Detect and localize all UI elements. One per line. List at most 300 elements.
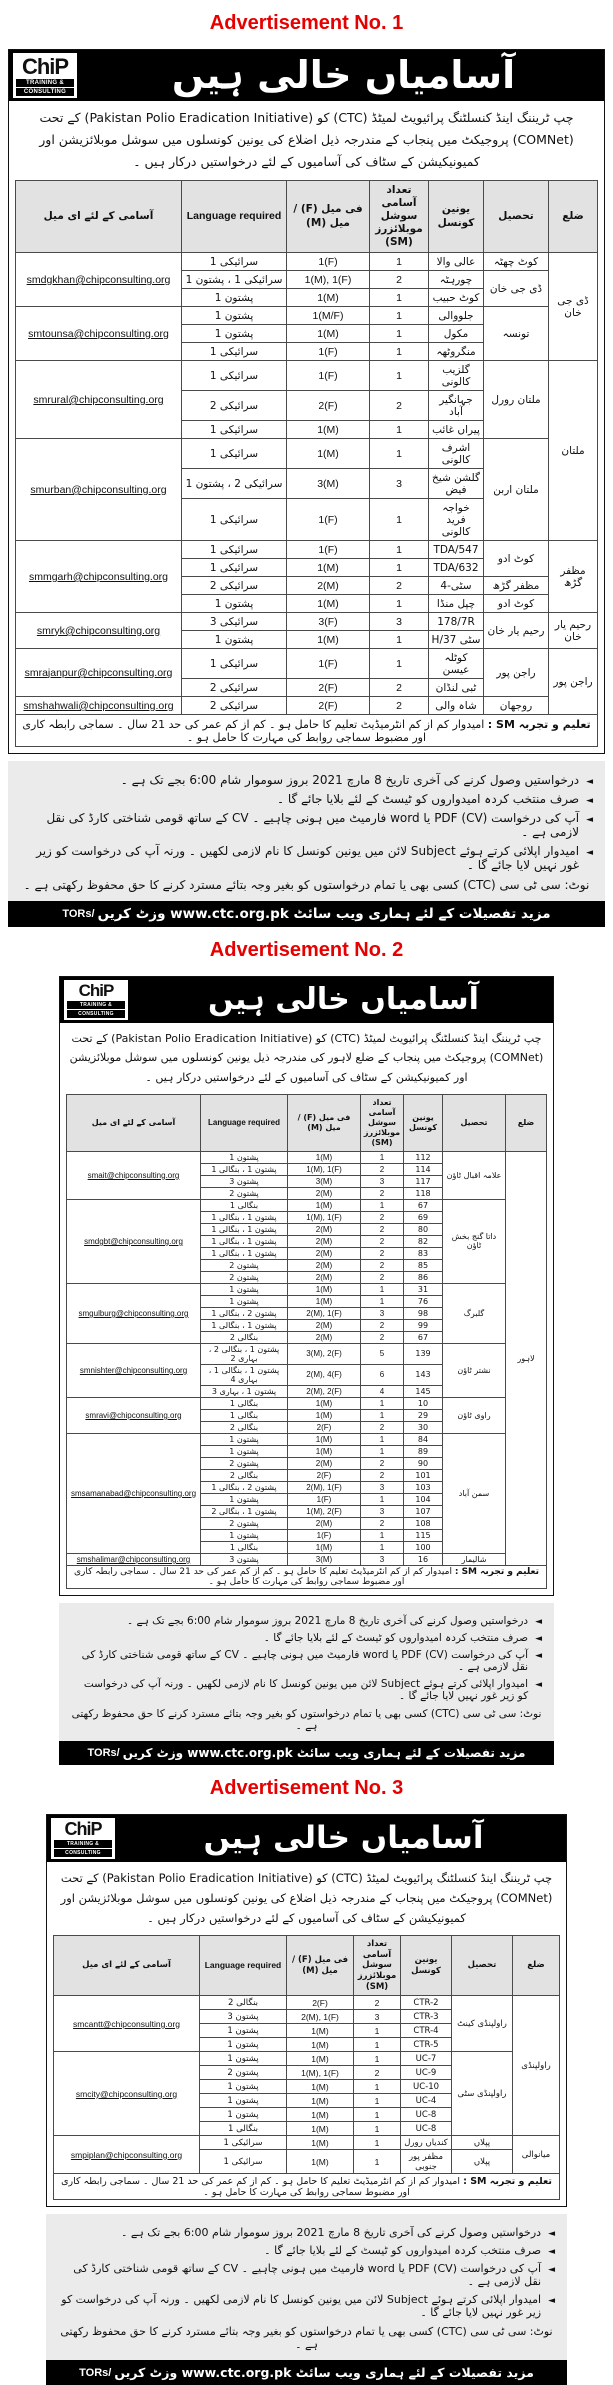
tehsil-cell: کوٹ ادو: [484, 595, 549, 613]
positions-count-cell: 1: [354, 2150, 401, 2174]
language-cell: پشتون 3: [201, 1175, 288, 1187]
ctc-logo: [51, 1818, 115, 1859]
language-cell: پشتون 2 ، بنگالی 1: [201, 1481, 288, 1493]
email-cell[interactable]: smravi@chipconsulting.org: [67, 1397, 201, 1433]
union-council-cell: CTR-2: [401, 1996, 452, 2010]
language-cell: پشتون 2: [201, 1517, 288, 1529]
union-council-cell: کوٹلہ عیسن: [429, 649, 484, 679]
language-cell: پشتون 1 ، بنگالی 2 ، بہاری 2: [201, 1343, 288, 1364]
male-female-cell: 1(M): [288, 1409, 361, 1421]
union-council-cell: کندیاں رورل: [401, 2136, 452, 2150]
email-cell[interactable]: smdgkhan@chipconsulting.org: [16, 253, 182, 307]
table-row: [67, 1151, 547, 1163]
positions-count-cell: 1: [370, 595, 429, 613]
note-bullet-icon: ◄: [535, 1679, 542, 1690]
note-text: آپ کی درخواست (CV) PDF یا word فارمیٹ میں ہونی چاہیے ۔ CV کے ساتھ قومی شناختی کارڈ کی نقل لازمی ہے ۔: [73, 2262, 542, 2289]
male-female-cell: 1(M): [287, 2136, 354, 2150]
language-cell: پشتون 1: [200, 2052, 287, 2066]
advertisement-2: [59, 939, 554, 1765]
vacancies-heading: آسامیاں خالی ہیں: [208, 982, 479, 1018]
language-cell: سرائیکی 1: [182, 343, 287, 361]
positions-count-cell: 2: [370, 391, 429, 421]
ctc-logo-training-label: TRAINING &: [67, 1001, 125, 1009]
language-cell: سرائیکی 1: [182, 499, 287, 541]
tehsil-cell: روجھان: [484, 697, 549, 715]
positions-count-cell: 1: [361, 1433, 404, 1445]
positions-count-cell: 2: [361, 1223, 404, 1235]
male-female-cell: 2(F): [287, 1996, 354, 2010]
ad-frame: [46, 1814, 567, 2207]
positions-count-cell: 1: [370, 439, 429, 469]
footer-bar: [59, 1741, 554, 1765]
email-cell[interactable]: smpiplan@chipconsulting.org: [54, 2136, 200, 2174]
note-line: [71, 1615, 542, 1627]
male-female-cell: 1(M): [287, 421, 370, 439]
union-council-cell: CTR-4: [401, 2024, 452, 2038]
tehsil-cell: تونسہ: [484, 307, 549, 361]
education-text: امیدوار کم از کم انٹرمیڈیٹ تعلیم کا حامل ہو ۔ کم از کم عمر کی حد 21 سال ۔ سماجی رابطہ کاری اور مضبوط سماجی روابط کی مہارت کا حامل ہو ۔: [61, 2175, 461, 2198]
positions-count-cell: 3: [361, 1553, 404, 1565]
male-female-cell: 2(M): [288, 1457, 361, 1469]
language-cell: پشتون 1 ، بنگالی 1: [201, 1163, 288, 1175]
education-cell: [16, 715, 598, 747]
note-line: [20, 811, 593, 839]
jobs-table: [66, 1094, 547, 1589]
notes-box: [8, 761, 605, 901]
note-text: درخواستیں وصول کرنے کی آخری تاریخ 8 مارچ 2021 بروز سوموار شام 6:00 بجے تک ہے ۔: [127, 1614, 529, 1627]
tehsil-cell: پپلاں: [452, 2150, 513, 2174]
language-cell: بنگالی 2: [201, 1469, 288, 1481]
email-cell[interactable]: smryk@chipconsulting.org: [16, 613, 182, 649]
col-header-tehsil: تحصیل: [443, 1094, 506, 1151]
table-row: [67, 1397, 547, 1409]
positions-count-cell: 3: [370, 613, 429, 631]
male-female-cell: 3(M): [288, 1175, 361, 1187]
education-row: [16, 715, 598, 747]
positions-count-cell: 1: [370, 499, 429, 541]
note-bullet-icon: ◄: [586, 815, 593, 826]
union-council-cell: 30: [404, 1421, 443, 1433]
email-cell[interactable]: smnishter@chipconsulting.org: [67, 1343, 201, 1397]
email-cell[interactable]: smgulburg@chipconsulting.org: [67, 1283, 201, 1343]
language-cell: پشتون 1: [182, 631, 287, 649]
positions-count-cell: 2: [370, 577, 429, 595]
district-cell: لاہور: [506, 1151, 547, 1565]
union-council-cell: 107: [404, 1505, 443, 1517]
male-female-cell: 1(M): [288, 1445, 361, 1457]
note-text: آپ کی درخواست (CV) PDF یا word فارمیٹ میں ہونی چاہیے ۔ CV کے ساتھ قومی شناختی کارڈ کی نقل لازمی ہے ۔: [46, 811, 580, 840]
col-header-count: تعداد آسامی سوشل موبلائزرز (SM): [370, 180, 429, 253]
email-cell[interactable]: smurban@chipconsulting.org: [16, 439, 182, 541]
note-bullet-icon: ◄: [548, 2229, 555, 2240]
union-council-cell: 100: [404, 1541, 443, 1553]
male-female-cell: 3(M): [288, 1553, 361, 1565]
union-council-cell: 118: [404, 1187, 443, 1199]
positions-count-cell: 1: [361, 1397, 404, 1409]
col-header-tehsil: تحصیل: [452, 1936, 513, 1996]
note-text: صرف منتخب کردہ امیدواروں کو ٹیسٹ کے لئے بلایا جائے گا ۔: [264, 2244, 542, 2258]
positions-count-cell: 1: [370, 559, 429, 577]
male-female-cell: 2(F): [288, 1421, 361, 1433]
table-row: [67, 1343, 547, 1364]
note-text: درخواستیں وصول کرنے کی آخری تاریخ 8 مارچ 2021 بروز سوموار شام 6:00 بجے تک ہے ۔: [120, 773, 580, 788]
positions-count-cell: 1: [354, 2024, 401, 2038]
union-council-cell: 99: [404, 1319, 443, 1331]
union-council-cell: 76: [404, 1295, 443, 1307]
union-council-cell: مظفر پور جنوبی: [401, 2150, 452, 2174]
ctc-logo-brand: ChiP: [64, 1818, 102, 1839]
male-female-cell: 1(F): [287, 361, 370, 391]
union-council-cell: 101: [404, 1469, 443, 1481]
district-cell: راجن پور: [549, 649, 598, 715]
male-female-cell: 1(F): [288, 1529, 361, 1541]
email-cell[interactable]: smcantt@chipconsulting.org: [54, 1996, 200, 2052]
union-council-cell: UC-8: [401, 2122, 452, 2136]
language-cell: سرائیکی 2 ، پشتون 1: [182, 469, 287, 499]
positions-count-cell: 1: [370, 421, 429, 439]
note-bullet-icon: ◄: [535, 1633, 542, 1644]
table-header-row: [67, 1094, 547, 1151]
note-text: درخواستیں وصول کرنے کی آخری تاریخ 8 مارچ 2021 بروز سوموار شام 6:00 بجے تک ہے ۔: [120, 2226, 542, 2240]
union-council-cell: 103: [404, 1481, 443, 1493]
table-row: [67, 1283, 547, 1295]
note-line: [20, 773, 593, 787]
language-cell: بنگالی 1: [201, 1541, 288, 1553]
male-female-cell: 2(M): [288, 1517, 361, 1529]
male-female-cell: 2(M), 1(F): [287, 2010, 354, 2024]
language-cell: پشتون 1: [200, 2080, 287, 2094]
language-cell: سرائیکی 1: [182, 421, 287, 439]
male-female-cell: 1(M): [287, 2080, 354, 2094]
positions-count-cell: 3: [361, 1175, 404, 1187]
positions-count-cell: 1: [370, 649, 429, 679]
male-female-cell: 2(F): [287, 697, 370, 715]
positions-count-cell: 1: [361, 1151, 404, 1163]
ctc-logo-consulting-label: CONSULTING: [16, 88, 74, 96]
note-line: [71, 1632, 542, 1644]
positions-count-cell: 2: [361, 1331, 404, 1343]
table-row: [16, 253, 598, 271]
note-bullet-icon: ◄: [586, 796, 593, 807]
col-header-fm: فی میل (F) / میل (M): [288, 1094, 361, 1151]
tehsil-cell: داتا گنج بخش ٹاؤن: [443, 1199, 506, 1283]
language-cell: سرائیکی 1: [182, 559, 287, 577]
language-cell: سرائیکی 3: [182, 613, 287, 631]
table-row: [54, 2136, 560, 2150]
tors-label: TORs/: [79, 2366, 112, 2379]
male-female-cell: 2(M): [288, 1319, 361, 1331]
education-label: تعلیم و تجربہ SM :: [487, 717, 591, 731]
language-cell: پشتون 1: [200, 2108, 287, 2122]
table-row: [16, 361, 598, 391]
language-cell: پشتون 3: [200, 2010, 287, 2024]
tehsil-cell: کوٹ چھٹہ: [484, 253, 549, 271]
union-council-cell: سٹی 37/H: [429, 631, 484, 649]
positions-count-cell: 1: [354, 2136, 401, 2150]
union-council-cell: 85: [404, 1259, 443, 1271]
language-cell: بنگالی 1: [201, 1409, 288, 1421]
union-council-cell: 143: [404, 1364, 443, 1385]
language-cell: بنگالی 2: [201, 1421, 288, 1433]
email-cell[interactable]: smrajanpur@chipconsulting.org: [16, 649, 182, 697]
email-cell[interactable]: smcity@chipconsulting.org: [54, 2052, 200, 2136]
vacancies-banner: [47, 1815, 566, 1862]
col-header-lang: Language required: [182, 180, 287, 253]
positions-count-cell: 6: [361, 1364, 404, 1385]
language-cell: پشتون 1: [200, 2094, 287, 2108]
website-footer-text: مزید تفصیلات کے لئے ہماری ویب سائٹ www.ctc.org.pk وزٹ کریں: [122, 1745, 526, 1760]
district-cell: رحیم یار خان: [549, 613, 598, 649]
positions-count-cell: 2: [370, 697, 429, 715]
table-header-row: [16, 180, 598, 253]
col-header-count: تعداد آسامی سوشل موبلائزرز (SM): [354, 1936, 401, 1996]
positions-count-cell: 2: [354, 2066, 401, 2080]
note-footer: نوٹ: سی ٹی سی (CTC) کسی بھی یا تمام درخواستوں کو بغیر وجہ بتائے مسترد کرنے کا حق محفوظ رکھتی ہے ۔: [71, 1707, 542, 1732]
table-row: [16, 649, 598, 679]
male-female-cell: 1(F): [287, 253, 370, 271]
language-cell: پشتون 1: [200, 2038, 287, 2052]
district-cell: میانوالی: [513, 2136, 560, 2174]
positions-count-cell: 2: [370, 679, 429, 697]
male-female-cell: 1(M): [287, 2108, 354, 2122]
positions-count-cell: 1: [354, 2108, 401, 2122]
language-cell: پشتون 1: [182, 325, 287, 343]
note-bullet-icon: ◄: [586, 848, 593, 859]
advertisement-1: [8, 12, 605, 927]
email-cell[interactable]: smtounsa@chipconsulting.org: [16, 307, 182, 361]
language-cell: پشتون 2: [201, 1271, 288, 1283]
union-council-cell: پیراں غائب: [429, 421, 484, 439]
tors-label: TORs/: [87, 1746, 120, 1759]
table-row: [16, 613, 598, 631]
note-line: [20, 792, 593, 806]
col-header-district: ضلع: [506, 1094, 547, 1151]
male-female-cell: 1(M): [288, 1295, 361, 1307]
union-council-cell: جہانگیر آباد: [429, 391, 484, 421]
male-female-cell: 1(M): [287, 2150, 354, 2174]
note-text: امیدوار اپلائی کرتے ہوئے Subject لائن میں یونین کونسل کا نام لازمی لکھیں ۔ ورنہ آپ کی درخواست کو زیر غور نہیں لایا جائے گا ۔: [83, 1677, 529, 1702]
union-council-cell: 112: [404, 1151, 443, 1163]
positions-count-cell: 1: [361, 1541, 404, 1553]
union-council-cell: UC-7: [401, 2052, 452, 2066]
union-council-cell: 632/TDA: [429, 559, 484, 577]
union-council-cell: UC-8: [401, 2108, 452, 2122]
tehsil-cell: سمن آباد: [443, 1433, 506, 1553]
positions-count-cell: 1: [370, 343, 429, 361]
union-council-cell: 67: [404, 1199, 443, 1211]
ctc-logo-consulting-label: CONSULTING: [54, 1849, 112, 1857]
language-cell: سرائیکی 2: [182, 679, 287, 697]
male-female-cell: 1(M): [287, 2094, 354, 2108]
positions-count-cell: 2: [361, 1235, 404, 1247]
tehsil-cell: نشتر ٹاؤن: [443, 1343, 506, 1397]
positions-count-cell: 3: [370, 469, 429, 499]
positions-count-cell: 1: [354, 2094, 401, 2108]
table-row: [16, 541, 598, 559]
union-council-cell: 84: [404, 1433, 443, 1445]
tehsil-cell: گلبرگ: [443, 1283, 506, 1343]
language-cell: سرائیکی 1: [182, 439, 287, 469]
language-cell: پشتون 2: [200, 2066, 287, 2080]
male-female-cell: 1(F): [287, 343, 370, 361]
positions-count-cell: 1: [370, 631, 429, 649]
note-bullet-icon: ◄: [535, 1616, 542, 1627]
tehsil-cell: ڈی جی خان: [484, 271, 549, 307]
email-cell[interactable]: smsamanabad@chipconsulting.org: [67, 1433, 201, 1553]
male-female-cell: 1(F): [288, 1493, 361, 1505]
ctc-logo-training-label: TRAINING &: [54, 1840, 112, 1848]
newspaper-page: [0, 12, 613, 2385]
table-row: [67, 1433, 547, 1445]
language-cell: پشتون 1 ، بنگالی 1 ، بہاری 4: [201, 1364, 288, 1385]
male-female-cell: 2(M): [288, 1247, 361, 1259]
email-cell[interactable]: smdgbt@chipconsulting.org: [67, 1199, 201, 1283]
male-female-cell: 3(M), 2(F): [288, 1343, 361, 1364]
language-cell: بنگالی 2: [201, 1331, 288, 1343]
language-cell: سرائیکی 1: [200, 2136, 287, 2150]
male-female-cell: 2(M): [288, 1271, 361, 1283]
ctc-logo-brand: ChiP: [21, 54, 69, 79]
union-council-cell: 114: [404, 1163, 443, 1175]
positions-count-cell: 1: [361, 1445, 404, 1457]
language-cell: سرائیکی 1: [182, 361, 287, 391]
male-female-cell: 1(F): [287, 499, 370, 541]
male-female-cell: 1(M), 1(F): [287, 271, 370, 289]
col-header-lang: Language required: [201, 1094, 288, 1151]
notes-box: [59, 1603, 554, 1741]
language-cell: بنگالی 1: [201, 1397, 288, 1409]
note-bullet-icon: ◄: [548, 2265, 555, 2276]
male-female-cell: 1(F): [287, 649, 370, 679]
union-council-cell: جلووالی: [429, 307, 484, 325]
positions-count-cell: 2: [361, 1271, 404, 1283]
positions-count-cell: 5: [361, 1343, 404, 1364]
union-council-cell: 29: [404, 1409, 443, 1421]
jobs-table: [53, 1935, 560, 2200]
positions-count-cell: 2: [361, 1247, 404, 1259]
tehsil-cell: شالیمار: [443, 1553, 506, 1565]
union-council-cell: 104: [404, 1493, 443, 1505]
email-cell[interactable]: smait@chipconsulting.org: [67, 1151, 201, 1199]
vacancies-banner: [9, 50, 604, 101]
intro-text: چپ ٹریننگ اینڈ کنسلٹنگ پرائیویٹ لمیٹڈ (CTC) کو (Pakistan Polio Eradication Initiative) کے تحت (COMNet) پروجیکٹ میں پنجاب کے مندرجہ ذیل اضلاع کی یونین کونسلوں میں سوشل موبلائزیشن اور کمیونیکیشن کے سٹاف کی آسامیوں کے لئے درخواستیں درکار ہیں ۔: [60, 1870, 553, 1926]
language-cell: پشتون 1: [201, 1283, 288, 1295]
language-cell: پشتون 1 ، بہاری 3: [201, 1385, 288, 1397]
positions-count-cell: 2: [361, 1259, 404, 1271]
male-female-cell: 2(M), 1(F): [288, 1481, 361, 1493]
language-cell: پشتون 1: [201, 1493, 288, 1505]
note-line: [71, 1678, 542, 1702]
tehsil-cell: علامہ اقبال ٹاؤن: [443, 1151, 506, 1199]
tehsil-cell: راولپنڈی کینٹ: [452, 1996, 513, 2052]
education-row: [67, 1565, 547, 1588]
union-council-cell: 547/TDA: [429, 541, 484, 559]
ctc-logo: [64, 980, 128, 1020]
male-female-cell: 1(M/F): [287, 307, 370, 325]
language-cell: پشتون 1: [182, 289, 287, 307]
tehsil-cell: رحیم یار خان: [484, 613, 549, 649]
language-cell: سرائیکی 2: [182, 577, 287, 595]
table-header-row: [54, 1936, 560, 1996]
ad-number-title: Advertisement No. 1: [209, 12, 404, 34]
male-female-cell: 2(M): [288, 1187, 361, 1199]
language-cell: پشتون 1 ، بنگالی 1: [201, 1223, 288, 1235]
positions-count-cell: 2: [354, 1996, 401, 2010]
ad-number-title: Advertisement No. 2: [209, 939, 404, 962]
positions-count-cell: 1: [361, 1283, 404, 1295]
note-line: [58, 2244, 555, 2257]
footer-bar: [46, 2360, 567, 2385]
note-text: امیدوار اپلائی کرتے ہوئے Subject لائن میں یونین کونسل کا نام لازمی لکھیں ۔ ورنہ آپ کی درخواست کو زیر غور نہیں لایا جائے گا ۔: [36, 844, 580, 873]
education-cell: [67, 1565, 547, 1588]
male-female-cell: 1(M): [287, 631, 370, 649]
male-female-cell: 1(M): [288, 1283, 361, 1295]
male-female-cell: 1(F): [287, 541, 370, 559]
website-footer-text: مزید تفصیلات کے لئے ہماری ویب سائٹ www.ctc.org.pk وزٹ کریں: [97, 906, 551, 923]
union-council-cell: 86: [404, 1271, 443, 1283]
ctc-logo-brand: ChiP: [78, 981, 114, 1001]
male-female-cell: 1(M): [287, 325, 370, 343]
ctc-logo-consulting-label: CONSULTING: [67, 1010, 125, 1018]
email-cell[interactable]: smshahwali@chipconsulting.org: [16, 697, 182, 715]
language-cell: بنگالی 2: [200, 1996, 287, 2010]
email-cell[interactable]: smmgarh@chipconsulting.org: [16, 541, 182, 613]
male-female-cell: 2(M), 4(F): [288, 1364, 361, 1385]
male-female-cell: 1(M): [287, 289, 370, 307]
note-footer: نوٹ: سی ٹی سی (CTC) کسی بھی یا تمام درخواستوں کو بغیر وجہ بتائے مسترد کرنے کا حق محفوظ رکھتی ہے ۔: [23, 878, 590, 893]
positions-count-cell: 3: [361, 1481, 404, 1493]
union-council-cell: 31: [404, 1283, 443, 1295]
union-council-cell: 67: [404, 1331, 443, 1343]
positions-count-cell: 2: [361, 1187, 404, 1199]
note-bullet-icon: ◄: [548, 2247, 555, 2258]
union-council-cell: 90: [404, 1457, 443, 1469]
district-cell: ڈی جی خان: [549, 253, 598, 361]
language-cell: پشتون 1 ، بنگالی 2: [201, 1505, 288, 1517]
tors-label: TORs/: [62, 908, 95, 921]
note-text: آپ کی درخواست (CV) PDF یا word فارمیٹ میں ہونی چاہیے ۔ CV کے ساتھ قومی شناختی کارڈ کی نقل لازمی ہے ۔: [81, 1648, 529, 1673]
language-cell: پشتون 1: [201, 1151, 288, 1163]
positions-count-cell: 1: [354, 2122, 401, 2136]
positions-count-cell: 3: [361, 1505, 404, 1517]
table-row: [16, 697, 598, 715]
note-line: [58, 2262, 555, 2288]
union-council-cell: 139: [404, 1343, 443, 1364]
language-cell: پشتون 1: [201, 1445, 288, 1457]
table-row: [54, 2052, 560, 2066]
col-header-fm: فی میل (F) / میل (M): [287, 1936, 354, 1996]
male-female-cell: 1(M): [287, 2038, 354, 2052]
language-cell: پشتون 2 ، بنگالی 1: [201, 1307, 288, 1319]
union-council-cell: مکول: [429, 325, 484, 343]
footer-bar: [8, 901, 605, 927]
tehsil-cell: راوی ٹاؤن: [443, 1397, 506, 1433]
male-female-cell: 1(M): [287, 559, 370, 577]
note-bullet-icon: ◄: [586, 777, 593, 788]
email-cell[interactable]: smshalimar@chipconsulting.org: [67, 1553, 201, 1565]
union-council-cell: گلشن شیخ فیض: [429, 469, 484, 499]
union-council-cell: سٹی-4: [429, 577, 484, 595]
union-council-cell: 83: [404, 1247, 443, 1259]
male-female-cell: 1(M), 1(F): [287, 2066, 354, 2080]
email-cell[interactable]: smrural@chipconsulting.org: [16, 361, 182, 439]
ad-number-title: Advertisement No. 3: [209, 1776, 404, 1799]
male-female-cell: 1(M), 2(F): [288, 1505, 361, 1517]
ctc-logo: [13, 53, 77, 98]
jobs-table: [15, 180, 598, 748]
positions-count-cell: 2: [370, 271, 429, 289]
union-council-cell: 115: [404, 1529, 443, 1541]
